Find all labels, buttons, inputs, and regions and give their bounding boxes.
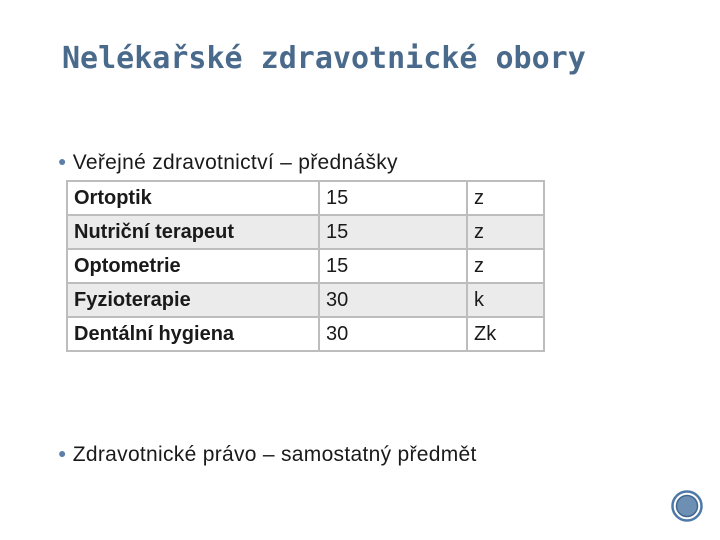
table-cell-hours: 15 <box>319 249 467 283</box>
table-cell-type: Zk <box>467 317 544 351</box>
bullet-text: Zdravotnické právo – samostatný předmět <box>72 443 477 466</box>
table-row <box>67 283 544 317</box>
table-cell-hours: 30 <box>319 317 467 351</box>
bullet-text: Veřejné zdravotnictví – přednášky <box>72 151 398 174</box>
table-cell-name: Optometrie <box>67 249 319 283</box>
bullet-dot-icon: ● <box>58 153 67 169</box>
table-row <box>67 317 544 351</box>
table-cell-name: Fyzioterapie <box>67 283 319 317</box>
courses-table <box>66 180 545 352</box>
table-cell-hours: 30 <box>319 283 467 317</box>
table-cell-name: Nutriční terapeut <box>67 215 319 249</box>
table-cell-type: z <box>467 181 544 215</box>
table-row <box>67 215 544 249</box>
table-row <box>67 249 544 283</box>
table-cell-hours: 15 <box>319 215 467 249</box>
circle-nav-icon[interactable] <box>671 490 703 522</box>
table-row <box>67 181 544 215</box>
table-cell-hours: 15 <box>319 181 467 215</box>
bullet-item-public-health <box>58 148 398 176</box>
table-cell-name: Ortoptik <box>67 181 319 215</box>
bullet-item-health-law <box>58 440 477 468</box>
table-cell-name: Dentální hygiena <box>67 317 319 351</box>
table-cell-type: z <box>467 215 544 249</box>
slide-title: Nelékařské zdravotnické obory <box>62 41 586 76</box>
table-cell-type: k <box>467 283 544 317</box>
table-cell-type: z <box>467 249 544 283</box>
bullet-dot-icon: ● <box>58 445 67 461</box>
